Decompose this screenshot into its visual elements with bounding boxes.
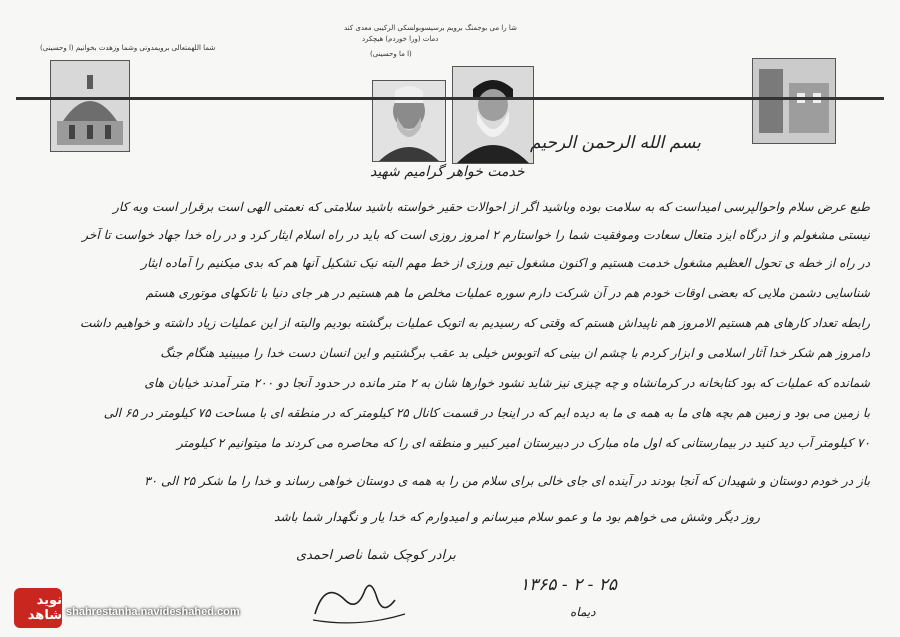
letter-line-2: نیستی مشغولم و از درگاه ایزد متعال سعادت وموفقیت شما را خواستارم ۲ امروز روزی است که باید در راه اسلام ایثار کرد و در راه خدا جهاد خواست تا آخر <box>82 228 870 242</box>
bismillah: بسم الله الرحمن الرحیم <box>530 133 701 153</box>
closing-signature-name: برادر کوچک شما ناصر احمدی <box>296 548 456 563</box>
scene-photo <box>752 58 836 144</box>
portrait-photo-1 <box>372 80 446 162</box>
letter-line-11: روز دیگر وشش می خواهم بود ما و عمو سلام میرسانم و امیدوارم که خدا یار و نگهدار شما باشد <box>273 510 760 524</box>
letter-line-8: با زمین می بود و زمین هم بچه های ما به همه ی ما به دیده ایم که در اینجا در قسمت کانال ۲۵ کیلومتر که در منطقه ای با مساحت ۷۵ کیلومتر در ۶۵ الی <box>103 406 870 420</box>
portrait-photo-2 <box>452 66 534 164</box>
letter-line-10: باز در خودم دوستان و شهیدان که آنجا بودند در آینده ای جای خالی برای سلام من را به همه ی دوستان خواهی رساند و خدا را ما شکر ۲۵ الی ۳۰ <box>144 474 870 488</box>
caption-middle: شا را می بوجمنگ برویم برسیسوبولسکی الرکیبی معدی کند <box>344 24 517 32</box>
letter-date: ۱۳۶۵ - ۲ - ۲۵ <box>520 575 618 595</box>
date-note: دیماه <box>570 605 596 619</box>
header-divider <box>16 97 884 100</box>
letter-line-6: دامروز هم شکر خدا آثار اسلامی و ابزار کردم با چشم ان بینی که اتوبوس خیلی بد عقب برگشتیم و این انسان دست خدا را میبینید هنگام جنگ <box>160 346 870 360</box>
caption-middle-2: دمات (ورا خوردم) هیچکرد <box>362 35 439 43</box>
handwritten-signature <box>305 570 415 625</box>
salutation: خدمت خواهر گرامیم شهید <box>370 164 525 180</box>
caption-middle-3: (ا ما وحسینی) <box>370 50 412 58</box>
letter-line-7: شمانده که عملیات که بود کتابخانه در کرمانشاه و چه چیزی نیز شاید نشود خوارها شان به ۲ متر مانده در حدود آنجا دو ۲۰۰ متر آمدند خیابان های <box>144 376 870 390</box>
letter-line-4: شناسایی دشمن ملایی که بعضی اوقات خودم هم در آن شرکت دارم سوره عملیات مخلص ما هم هستیم در هر جای دنیا با تانکهای موتوری هستم <box>145 286 870 300</box>
letter-line-1: طبع عرض سلام واحوالپرسی امیداست که به سلامت بوده وباشید اگر از احوالات حقیر خواسته باشید سلامتی که نعمتی الهی است برقرار است وبه کار <box>113 200 870 214</box>
navideshahed-logo: نوید شاهد <box>14 588 62 628</box>
letter-line-3: در راه از خطه ی تحول العظیم مشغول خدمت هستیم و اکنون مشغول تیم ورزی از خط مهم البته نیک تشکیل آنها هم که بدی میکنیم را آماده ایثار <box>141 256 870 270</box>
watermark-site-text: shahrestanha.navideshahed.com <box>66 606 240 618</box>
dome-photo <box>50 60 130 152</box>
letter-line-9: ۷۰ کیلومتر آب دید کنید در بیمارستانی که اول ماه مبارک در دبیرستان امیر کبیر و منطقه ای را که محاصره می کردند ما میتوانیم ۲ کیلومتر <box>176 436 870 450</box>
caption-left: شما اللهمتعالی برویمدوتی وشما وزهدت بخوانیم (ا وحسینی) <box>40 44 216 52</box>
letter-line-5: رابطه تعداد کارهای هم هستیم الامروز هم ناپیداش هستم که وقتی که رسیدیم به اتوبک عملیات برگشته بودیم والبته از این عملیات زیاد داشته و خواهیم داشت <box>79 316 870 330</box>
